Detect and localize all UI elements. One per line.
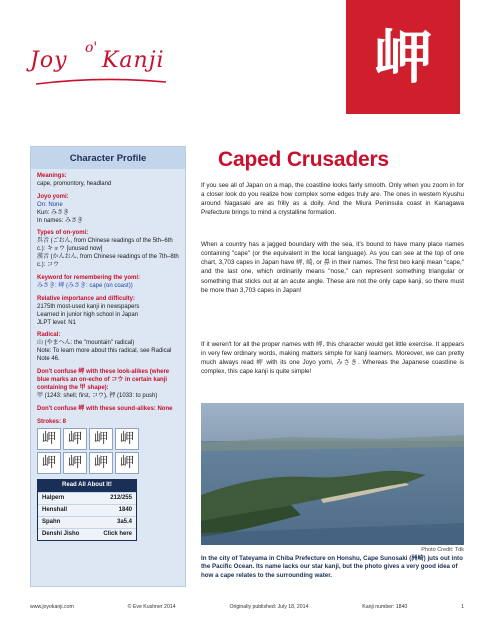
- keyword-text: みさき: 岬 (みさき: cape (on coast)): [37, 282, 133, 289]
- keyword-section: [37, 275, 180, 291]
- stroke-step-glyph: 岬: [94, 455, 108, 472]
- meanings-label: Meanings:: [37, 173, 67, 179]
- strokes-label: Strokes: 8: [37, 418, 67, 425]
- lookalike-text: 甲 (1243: shell; first, コウ), 押 (1033: to push): [37, 392, 158, 399]
- logo-joy-text: Joy: [30, 48, 68, 73]
- article-paragraph-3: If it weren't for all the proper names with 岬, this character would get little exercise. It appears in very few ordinary words, making matters simple for kanji learners. Moreover, we can pretty much always read 岬 with its one Joyo yomi, みさき. Whereas the Japanese coastline is complex, this cape kanji is quite simple!: [201, 341, 464, 376]
- stroke-step-glyph: 岬: [42, 431, 56, 448]
- stroke-step: [115, 452, 139, 474]
- stroke-step-glyph: 岬: [42, 455, 56, 472]
- article-paragraph-1: If you see all of Japan on a map, the coastline looks fairly smooth. Only when you zoom in for a closer look do you realize how complex some edges truly are. The ones in western Kyushu around Nagasaki are as frilly as a doily. And the Miura Peninsula coast in Kanagawa Prefecture brings to mind a crystalline formation.: [201, 182, 464, 217]
- read-row-name: Denshi Jisho: [42, 530, 80, 537]
- stroke-step: [63, 428, 87, 450]
- photo-credit[interactable]: Photo Credit: Tdk: [421, 547, 464, 553]
- read-row-name: Henshall: [42, 506, 68, 513]
- relative-2: Learned in junior high school in Japan: [37, 311, 139, 318]
- footer-published: Originally published: July 18, 2014: [229, 604, 309, 610]
- read-row: [38, 504, 136, 516]
- radical-section: [37, 332, 180, 364]
- sidebar-title: Character Profile: [31, 147, 185, 169]
- stroke-step-glyph: 岬: [68, 455, 82, 472]
- stroke-step-glyph: 岬: [68, 431, 82, 448]
- lookalike-section: [37, 369, 180, 401]
- joyo-kun: Kun: みさき: [37, 209, 70, 216]
- strokes-section: [37, 419, 180, 475]
- relative-label: Relative importance and difficulty:: [37, 295, 136, 302]
- meanings-section: [37, 173, 180, 189]
- types-go: 呉音 (ごおん, from Chinese readings of the 5th–6th c.): キョウ [unused now]: [37, 238, 173, 253]
- relative-1: 2175th most-used kanji in newspapers: [37, 303, 140, 310]
- stroke-step: [89, 452, 113, 474]
- radical-note-link[interactable]: Note: To learn more about this radical, see Radical Note 46.: [37, 348, 172, 363]
- joyo-label: Joyo yomi:: [37, 193, 69, 200]
- joyo-kanji-logo[interactable]: [30, 40, 200, 90]
- footer-site-link[interactable]: www.joyokanji.com: [30, 604, 74, 610]
- character-profile-sidebar: [30, 146, 186, 587]
- soundalike-section: [37, 406, 180, 414]
- page-footer: [30, 604, 464, 610]
- footer-page-number: 1: [461, 604, 464, 610]
- relative-section: [37, 296, 180, 328]
- radical-text: 山 (やまへん: the "mountain" radical): [37, 340, 135, 347]
- denshi-jisho-link[interactable]: Click here: [103, 530, 132, 537]
- keyword-label: Keyword for remembering the yomi:: [37, 274, 141, 281]
- logo-swoosh-icon: [36, 76, 166, 86]
- stroke-step: [89, 428, 113, 450]
- read-row-value: 212/255: [110, 494, 132, 501]
- stroke-order-grid: [37, 428, 180, 474]
- read-title: Read All About It!: [38, 480, 136, 492]
- stroke-step: [115, 428, 139, 450]
- logo-kanji-text: Kanji: [102, 48, 165, 73]
- read-row: [38, 528, 136, 540]
- kanji-hanko-block: [346, 0, 460, 114]
- stroke-step: [63, 452, 87, 474]
- logo-o-text: o': [85, 40, 98, 56]
- types-section: [37, 230, 180, 270]
- read-row-name: Spahn: [42, 518, 61, 525]
- types-label: Types of on-yomi:: [37, 230, 89, 237]
- stroke-step-glyph: 岬: [120, 455, 134, 472]
- lookalike-label: Don't confuse 岬 with these look-alikes (where blue marks an on-echo of コウ in certain kanji containing the 甲 shape):: [37, 369, 170, 391]
- relative-3: JLPT level: N1: [37, 319, 76, 326]
- stroke-step-glyph: 岬: [120, 431, 134, 448]
- stroke-step: [37, 428, 61, 450]
- article-paragraph-2: When a country has a jagged boundary with the sea, it's bound to have many place names containing "cape" (or the equivalent in the local language). As you can see at the top of one chart, 3,703 capes in Japan have 岬, 崎, or 鼻 in their names. The first two kanji mean "cape," and the last one, which ordinarily means "nose," can represent something triangular or something that sticks out at an acute angle. These are not the only cape kanji, so there must be more than 3,703 capes in Japan!: [201, 241, 464, 294]
- soundalike-label: Don't confuse 岬 with these sound-alikes: None: [37, 405, 173, 412]
- read-row: [38, 492, 136, 504]
- read-all-about-it-table: [37, 479, 137, 541]
- footer-kanji-number: Kanji number: 1840: [362, 604, 408, 610]
- joyo-yomi-section: [37, 194, 180, 226]
- article-title: Caped Crusaders: [218, 148, 389, 171]
- joyo-names: In names: みさき: [37, 217, 84, 224]
- footer-copyright: © Eve Kushner 2014: [127, 604, 176, 610]
- stroke-step: [37, 452, 61, 474]
- radical-label: Radical:: [37, 332, 61, 339]
- read-row-value: 1840: [118, 506, 132, 513]
- photo-caption: In the city of Tateyama in Chiba Prefecture on Honshu, Cape Sunosaki (洲崎) juts out into the Pacific Ocean. Its name lacks our star kanji, but the photo gives a very good idea of how a cape relates to the surrounding water.: [201, 555, 463, 579]
- read-row-value: 3a5.4: [116, 518, 132, 525]
- hanko-kanji: 岬: [373, 23, 432, 91]
- cape-aerial-photo: [201, 403, 464, 545]
- read-row: [38, 516, 136, 528]
- stroke-step-glyph: 岬: [94, 431, 108, 448]
- joyo-on: On: None: [37, 201, 63, 208]
- read-row-name: Halpern: [42, 494, 65, 501]
- types-kan: 漢音 (かんおん, from Chinese readings of the 7th–8th c.): コウ: [37, 254, 179, 269]
- meanings-text: cape, promontory, headland: [37, 180, 112, 187]
